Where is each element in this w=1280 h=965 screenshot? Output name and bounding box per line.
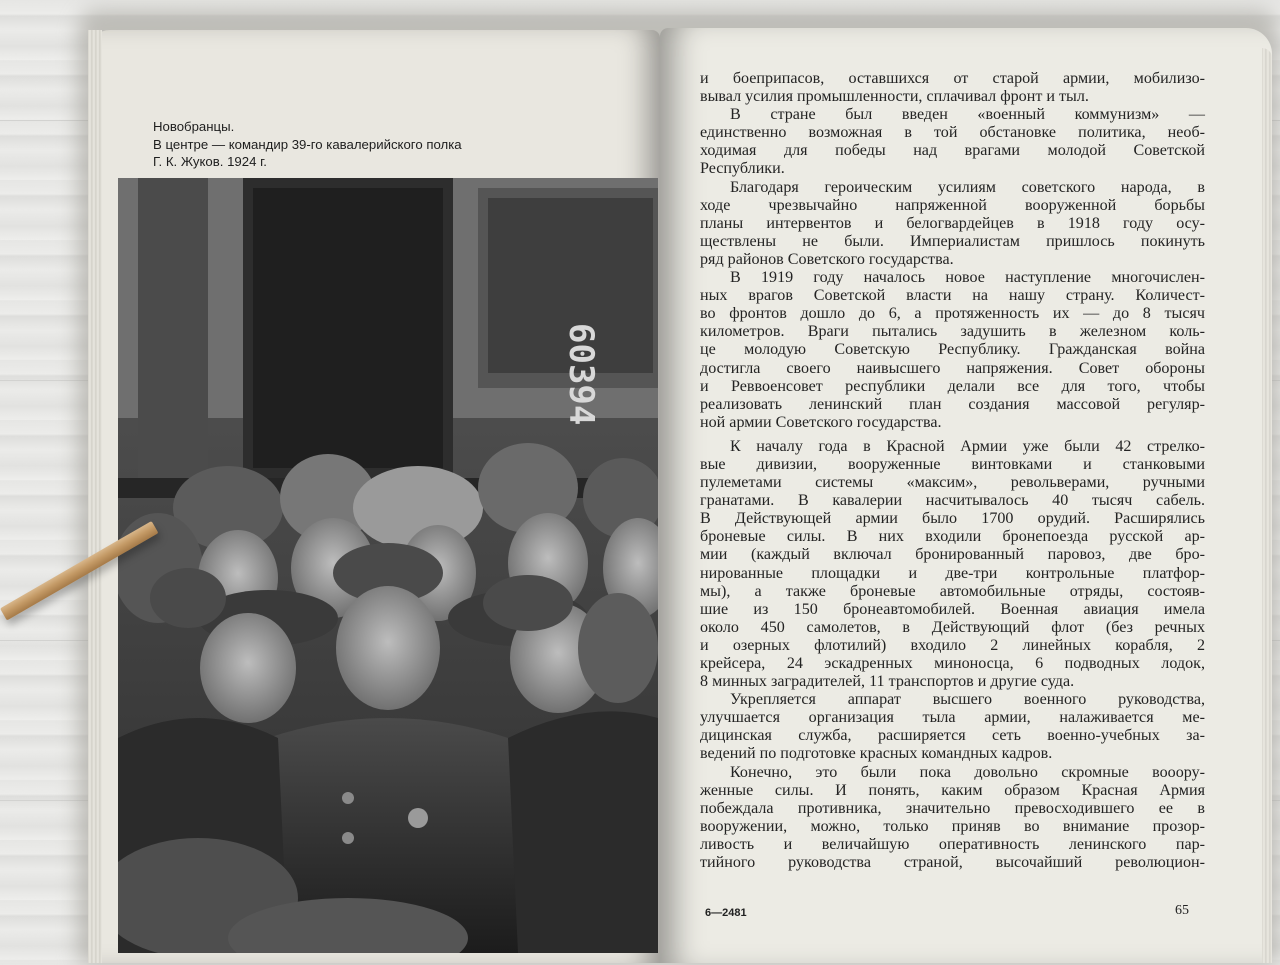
text-line: це молодую Советскую Республику. Гражданская война <box>700 341 1205 359</box>
text-line: Республики. <box>700 160 785 178</box>
text-line: нированные площадки и две-три контрольные платфор- <box>700 564 1205 582</box>
text-line: и Реввоенсовет республики делали все для того, чтобы <box>700 377 1205 395</box>
text-line: вооружении, можно, только приняв во внимание прозор- <box>700 817 1205 835</box>
text-line: шие из 150 бронеавтомобилей. Военная авиация имела <box>700 600 1205 618</box>
text-line: Конечно, это были пока довольно скромные вооору- <box>730 763 1205 781</box>
text-line: ходимая для победы над врагами молодой Советской <box>700 142 1205 160</box>
text-line: тийного руководства страной, высочайший революцион- <box>700 854 1205 872</box>
text-line: вые дивизии, вооруженные винтовками и станковыми <box>700 455 1205 473</box>
text-line: крейсера, 24 эскадренных миноносца, 6 подводных лодок, <box>700 655 1205 672</box>
text-line: 8 минных заградителей, 11 транспортов и другие суда. <box>700 673 1075 691</box>
text-line: единственно возможная в той обстановке политика, необ- <box>700 124 1205 142</box>
text-line: Укрепляется аппарат высшего военного руководства, <box>730 691 1205 709</box>
historical-photo <box>118 178 658 953</box>
page-number: 65 <box>1175 903 1189 918</box>
text-line: ряд районов Советского государства. <box>700 250 954 268</box>
text-line: В стране был введен «военный коммунизм» — <box>730 106 1205 124</box>
text-line: гранатами. В кавалерии насчитывалось 40 тысяч сабель. <box>700 492 1205 510</box>
text-line: достигла своего наивысшего напряжения. Совет обороны <box>700 359 1205 377</box>
svg-text:60394: 60394 <box>561 323 601 426</box>
text-line: мы), а также броневые автомобильные отряды, состояв- <box>700 582 1205 600</box>
caption-line: Новобранцы. <box>153 119 235 134</box>
text-line: около 450 самолетов, в Действующий флот (без речных <box>700 618 1205 636</box>
paragraph <box>700 70 1205 106</box>
text-line: и озерных флотилий) входило 2 линейных корабля, 2 <box>700 636 1205 654</box>
text-line: пулеметами системы «максим», револьверами, ручными <box>700 474 1205 492</box>
text-line: побеждала противника, значительно превосходившего ее в <box>700 799 1205 817</box>
printer-signature: 6—2481 <box>705 907 747 919</box>
caption-line: Г. К. Жуков. 1924 г. <box>153 154 267 169</box>
paragraph <box>700 179 1205 269</box>
text-line: ливость и величайшую оперативность ленинского пар- <box>700 835 1205 853</box>
body-text <box>700 70 1205 872</box>
text-line: дицинская служба, расширяется сеть военно-учебных за- <box>700 727 1205 745</box>
paragraph <box>700 438 1205 691</box>
text-line: реализовать ленинский план создания массовой регуляр- <box>700 395 1205 413</box>
text-line: ходе чрезвычайно напряженной вооруженной борьбы <box>700 196 1205 214</box>
text-line: планы интервентов и белогвардейцев в 1918 году осу- <box>700 214 1205 232</box>
text-line: мии (каждый включал бронированный паровоз, две бро- <box>700 546 1205 564</box>
paragraph <box>700 764 1205 873</box>
text-line: километров. Враги пытались задушить в железном коль- <box>700 323 1205 341</box>
text-line: броневые силы. В них входили бронепоезда русской ар- <box>700 528 1205 546</box>
text-line: К началу года в Красной Армии уже были 42 стрелко- <box>730 437 1205 455</box>
text-line: вывал усилия промышленности, сплачивал фронт и тыл. <box>700 88 1089 106</box>
photo-illustration <box>118 178 658 953</box>
text-line: ществлены не были. Империалистам пришлось покинуть <box>700 232 1205 250</box>
paragraph <box>700 106 1205 178</box>
caption-line: В центре — командир 39-го кавалерийского полка <box>153 136 462 152</box>
text-line: во фронтов дошло до 6, а протяженность их — до 8 тысяч <box>700 305 1205 323</box>
text-line: В 1919 году началось новое наступление многочислен- <box>730 269 1205 287</box>
text-line: женные силы. И понять, каким образом Красная Армия <box>700 781 1205 799</box>
text-line: и боеприпасов, оставшихся от старой армии, мобилизо- <box>700 70 1205 87</box>
text-line: ных врагов Советской власти на нашу страну. Количест- <box>700 287 1205 305</box>
paragraph <box>700 691 1205 763</box>
text-line: улучшается организация тыла армии, налаживается ме- <box>700 709 1205 727</box>
paragraph <box>700 269 1205 432</box>
text-line: Благодаря героическим усилиям советского народа, в <box>730 178 1205 196</box>
text-line: В Действующей армии было 1700 орудий. Расширялись <box>700 510 1205 528</box>
photo-caption <box>153 118 553 171</box>
text-line: ведений по подготовке красных командных кадров. <box>700 745 1053 763</box>
text-line: ной армии Советского государства. <box>700 413 942 431</box>
